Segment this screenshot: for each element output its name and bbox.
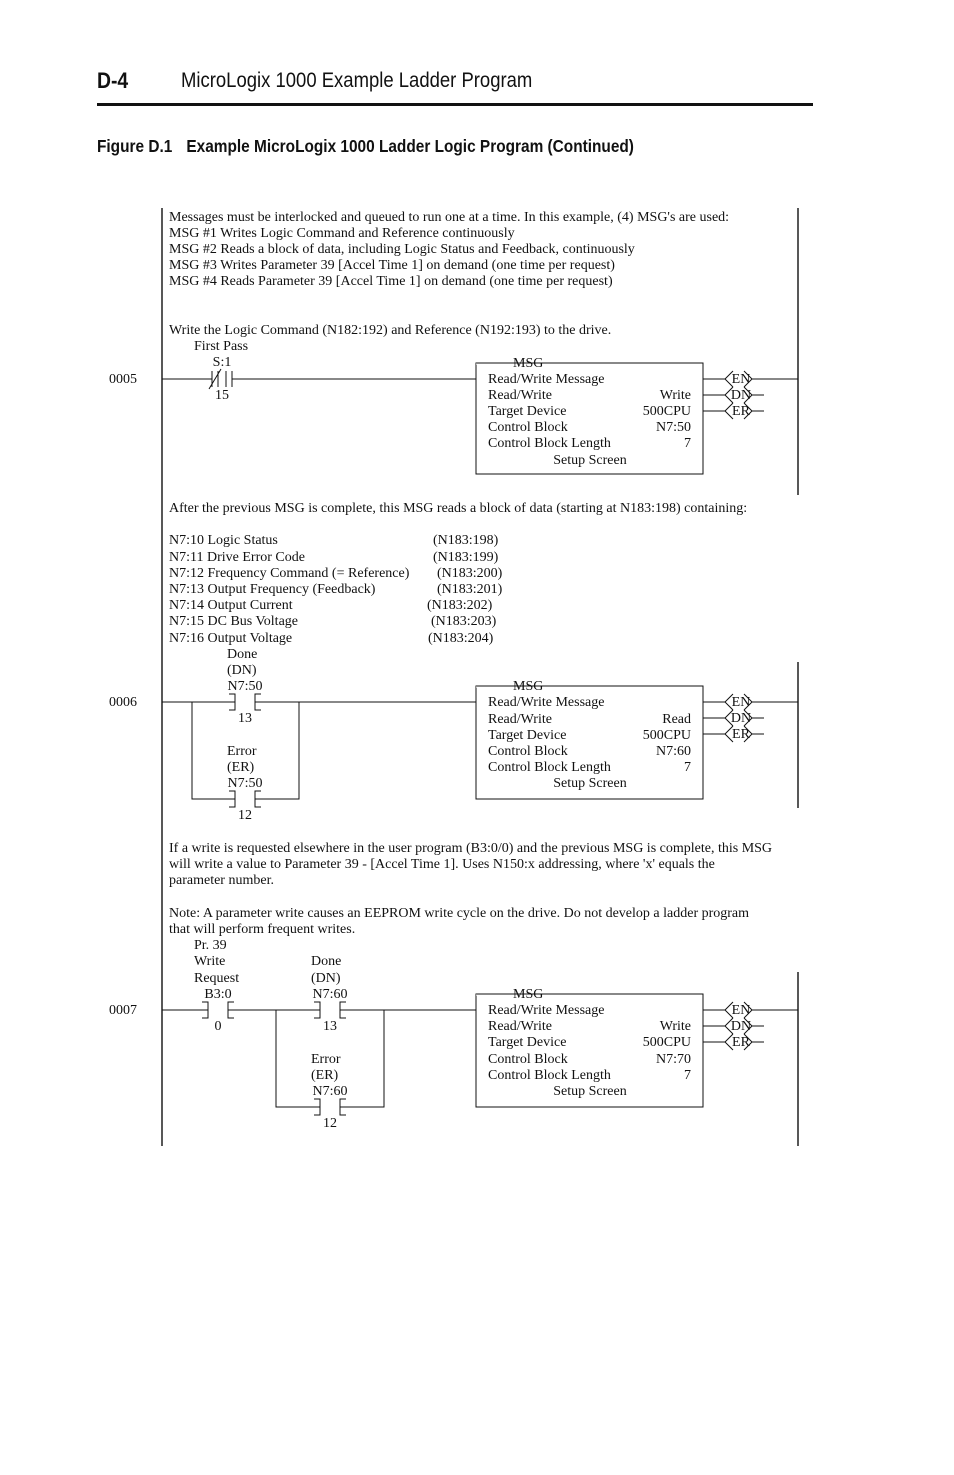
contact-bit: 12 <box>323 1116 337 1131</box>
msg-row-label: Control Block Length <box>488 436 611 451</box>
msg-row-value: 500CPU <box>642 404 691 419</box>
rung-comment-line: After the previous MSG is complete, this MSG reads a block of data (starting at N183:198) containing: <box>169 501 748 516</box>
data-table-name: N7:14 Output Current <box>169 598 293 613</box>
msg-row-label: Read/Write <box>488 1019 552 1034</box>
data-table <box>169 533 503 646</box>
rung-comment-line: Note: A parameter write causes an EEPROM write cycle on the drive. Do not develop a ladder program <box>169 906 750 921</box>
contact-description: Write <box>194 954 226 969</box>
contact-bit: 0 <box>214 1019 222 1034</box>
msg-setup-screen: Setup Screen <box>553 776 627 791</box>
contact-address: N7:60 <box>312 987 348 1002</box>
rung-0006 <box>109 501 798 823</box>
msg-row-label: Control Block <box>488 744 568 759</box>
rung-comment-line: that will perform frequent writes. <box>169 922 356 937</box>
figure-label: Figure D.1 <box>97 136 173 156</box>
msg-row-value: 500CPU <box>642 728 691 743</box>
msg-row-value: N7:70 <box>656 1052 691 1067</box>
msg-instruction-block <box>476 987 703 1107</box>
msg-instruction-block <box>476 679 703 799</box>
figure-title: Example MicroLogix 1000 Ladder Logic Program (Continued) <box>186 136 634 156</box>
msg-outputs <box>703 371 798 419</box>
rung-comment-line: Write the Logic Command (N182:192) and Reference (N192:193) to the drive. <box>169 323 612 338</box>
data-table-name: N7:11 Drive Error Code <box>169 550 305 565</box>
rung-0005 <box>109 210 798 474</box>
output-en-label: EN <box>731 372 751 387</box>
contact-description: (DN) <box>311 971 341 986</box>
msg-row-label: Read/Write Message <box>488 372 605 387</box>
msg-title: MSG <box>513 356 544 371</box>
contact-address: N7:50 <box>227 679 263 694</box>
contact-description: Error <box>311 1052 341 1067</box>
msg-row-label: Read/Write <box>488 388 552 403</box>
data-table-address: (N183:200) <box>437 566 503 581</box>
msg-row-label: Read/Write Message <box>488 695 605 710</box>
rung-comment-line: If a write is requested elsewhere in the user program (B3:0/0) and the previous MSG is complete, this MSG <box>169 841 773 856</box>
msg-row-value: Write <box>659 1019 691 1034</box>
data-table-address: (N183:203) <box>431 614 497 629</box>
rung-number: 0006 <box>109 695 137 710</box>
output-dn-label: DN <box>730 388 752 403</box>
contact-bit: 12 <box>238 808 252 823</box>
msg-row-label: Control Block Length <box>488 760 611 775</box>
data-table-address: (N183:198) <box>433 533 499 548</box>
contact-description: Request <box>194 971 240 986</box>
contact-description: (DN) <box>227 663 257 678</box>
contact-description: (ER) <box>227 760 255 775</box>
rung-comment-line: MSG #1 Writes Logic Command and Reference continuously <box>169 226 515 241</box>
contact-description: Done <box>227 647 258 662</box>
data-table-address: (N183:201) <box>437 582 503 597</box>
msg-row-value: Write <box>659 388 691 403</box>
normally-closed-contact <box>209 369 232 389</box>
msg-row-label: Target Device <box>488 728 567 743</box>
contact-address: N7:50 <box>227 776 263 791</box>
rung-0007 <box>109 841 798 1131</box>
msg-outputs <box>703 1002 798 1050</box>
contact-description: First Pass <box>194 339 249 354</box>
rung-number: 0007 <box>109 1003 137 1018</box>
rung-comment-line: MSG #2 Reads a block of data, including Logic Status and Feedback, continuously <box>169 242 635 257</box>
msg-row-label: Target Device <box>488 1035 567 1050</box>
page-header-title: MicroLogix 1000 Example Ladder Program <box>181 69 533 92</box>
msg-title: MSG <box>513 987 544 1002</box>
msg-row-label: Read/Write Message <box>488 1003 605 1018</box>
msg-row-value: 500CPU <box>642 1035 691 1050</box>
contact-bit: 13 <box>323 1019 337 1034</box>
rung-comment-line: parameter number. <box>169 873 274 888</box>
contact-bit: 15 <box>215 388 229 403</box>
rung-comment-line: MSG #3 Writes Parameter 39 [Accel Time 1] on demand (one time per request) <box>169 258 615 273</box>
data-table-address: (N183:202) <box>427 598 493 613</box>
contact-bit: 13 <box>238 711 252 726</box>
msg-row-label: Control Block Length <box>488 1068 611 1083</box>
contact-address: B3:0 <box>204 987 232 1002</box>
output-er-label: ER <box>732 1035 750 1050</box>
contact-address: S:1 <box>212 355 232 370</box>
msg-row-value: N7:60 <box>656 744 691 759</box>
data-table-name: N7:13 Output Frequency (Feedback) <box>169 582 376 597</box>
msg-setup-screen: Setup Screen <box>553 453 627 468</box>
msg-row-label: Target Device <box>488 404 567 419</box>
output-dn-label: DN <box>730 1019 752 1034</box>
output-dn-label: DN <box>730 711 752 726</box>
msg-row-label: Control Block <box>488 420 568 435</box>
msg-row-label: Read/Write <box>488 712 552 727</box>
output-en-label: EN <box>731 1003 751 1018</box>
data-table-name: N7:12 Frequency Command (= Reference) <box>169 566 410 581</box>
contact-description: Error <box>227 744 257 759</box>
contact-description: Done <box>311 954 342 969</box>
msg-row-value: N7:50 <box>656 420 691 435</box>
rung-comment-line: will write a value to Parameter 39 - [Accel Time 1]. Uses N150:x addressing, where 'x' equals the <box>169 857 715 872</box>
contact-description: (ER) <box>311 1068 339 1083</box>
rung-comment-line: MSG #4 Reads Parameter 39 [Accel Time 1] on demand (one time per request) <box>169 274 613 289</box>
msg-row-value: Read <box>662 712 691 727</box>
data-table-address: (N183:204) <box>428 631 494 646</box>
output-er-label: ER <box>732 404 750 419</box>
data-table-address: (N183:199) <box>433 550 499 565</box>
msg-title: MSG <box>513 679 544 694</box>
data-table-name: N7:15 DC Bus Voltage <box>169 614 298 629</box>
data-table-name: N7:16 Output Voltage <box>169 631 293 646</box>
contact-description: Pr. 39 <box>194 938 227 953</box>
msg-row-value: 7 <box>684 1068 691 1083</box>
msg-instruction-block <box>476 356 703 474</box>
msg-row-value: 7 <box>684 760 691 775</box>
page-number: D-4 <box>97 68 129 93</box>
rung-comment-line: Messages must be interlocked and queued to run one at a time. In this example, (4) MSG's are used: <box>169 210 730 225</box>
output-en-label: EN <box>731 695 751 710</box>
msg-row-label: Control Block <box>488 1052 568 1067</box>
rung-number: 0005 <box>109 372 137 387</box>
output-er-label: ER <box>732 727 750 742</box>
msg-outputs <box>703 694 798 742</box>
msg-setup-screen: Setup Screen <box>553 1084 627 1099</box>
data-table-name: N7:10 Logic Status <box>169 533 278 548</box>
msg-row-value: 7 <box>684 436 691 451</box>
contact-address: N7:60 <box>312 1084 348 1099</box>
